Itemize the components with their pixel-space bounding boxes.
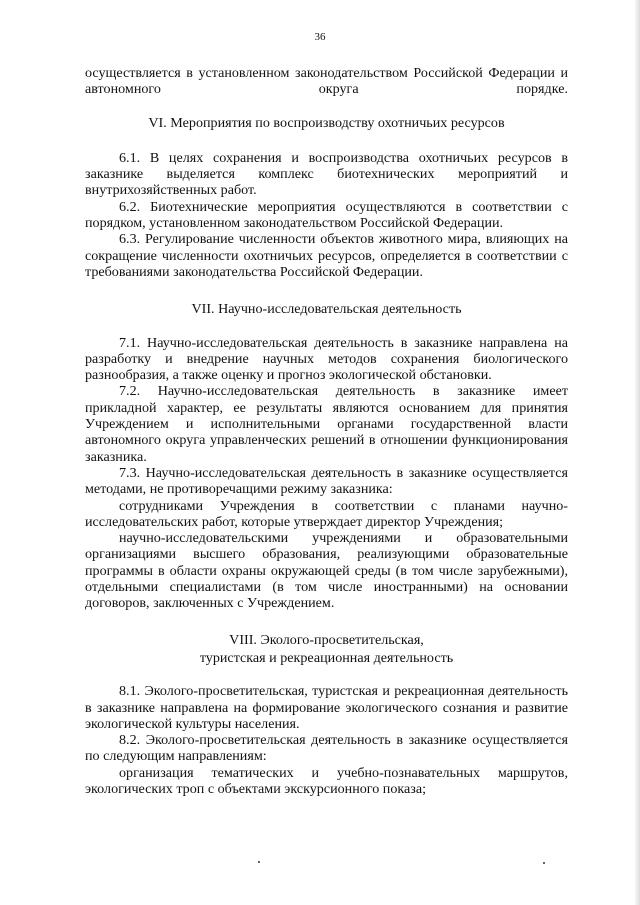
scan-speck [543, 862, 545, 864]
paragraph-8-2-item-1: организация тематических и учебно-познавательных маршрутов, экологических троп с объектами экскурсионного показа; [85, 764, 568, 797]
section-6-heading: VI. Мероприятия по воспроизводству охотничьих ресурсов [148, 114, 505, 131]
paragraph-7-1: 7.1. Научно-исследовательская деятельность в заказнике направлена на разработку и внедрение научных методов сохранения биологического разнообразия, а также оценку и прогноз экологической обстановки. [85, 334, 568, 384]
paragraph-6-1: 6.1. В целях сохранения и воспроизводства охотничьих ресурсов в заказнике выделяется комплекс биотехнических мероприятий и внутрихозяйственных работ. [85, 149, 568, 199]
section-8-heading-line-1: VIII. Эколого-просветительская, [229, 631, 424, 648]
paragraph-8-2: 8.2. Эколого-просветительская деятельность в заказнике осуществляется по следующим направлениям: [85, 732, 568, 765]
paragraph-7-3: 7.3. Научно-исследовательская деятельность в заказнике осуществляется методами, не противоречащими режиму заказника: [85, 464, 568, 498]
section-8-heading-line-2: туристская и рекреационная деятельность [199, 649, 454, 666]
paragraph-7-2: 7.2. Научно-исследовательская деятельность в заказнике имеет прикладной характер, ее результаты являются основанием для принятия Учреждением и исполнительными органами государственной власти автономного округа управленческих решений в отношении функционирования заказника. [85, 383, 568, 465]
paragraph-6-3: 6.3. Регулирование численности объектов животного мира, влияющих на сокращение численности охотничьих ресурсов, определяется в соответствии с требованиями законодательства Российской Федерации. [85, 231, 568, 280]
paragraph-6-2: 6.2. Биотехнические мероприятия осуществляются в соответствии с порядком, установленном законодательством Российской Федерации. [85, 198, 568, 232]
paragraph-7-3-item-2: научно-исследовательскими учреждениями и образовательными организациями высшего образования, реализующими образовательные программы в области охраны окружающей среды (в том числе зарубежными), отдельными специалистами (в том числе иностранными) на основании договоров, заключенных с Учреждением. [85, 530, 568, 612]
paragraph-8-1: 8.1. Эколого-просветительская, туристская и рекреационная деятельность в заказнике направлена на формирование экологического сознания и развитие экологической культуры населения. [85, 683, 568, 732]
document-body [85, 65, 568, 797]
paragraph-7-3-item-1: сотрудниками Учреждения в соответствии с планами научно-исследовательских работ, которые утверждает директор Учреждения; [85, 497, 568, 530]
section-7-heading: VII. Научно-исследовательская деятельность [191, 301, 462, 318]
page-number: 36 [314, 31, 326, 43]
scan-speck [258, 861, 260, 863]
intro-paragraph: осуществляется в установленном законодательством Российской Федерации и автономного округа порядке. [85, 65, 568, 98]
page-edge-shadow [634, 0, 640, 905]
